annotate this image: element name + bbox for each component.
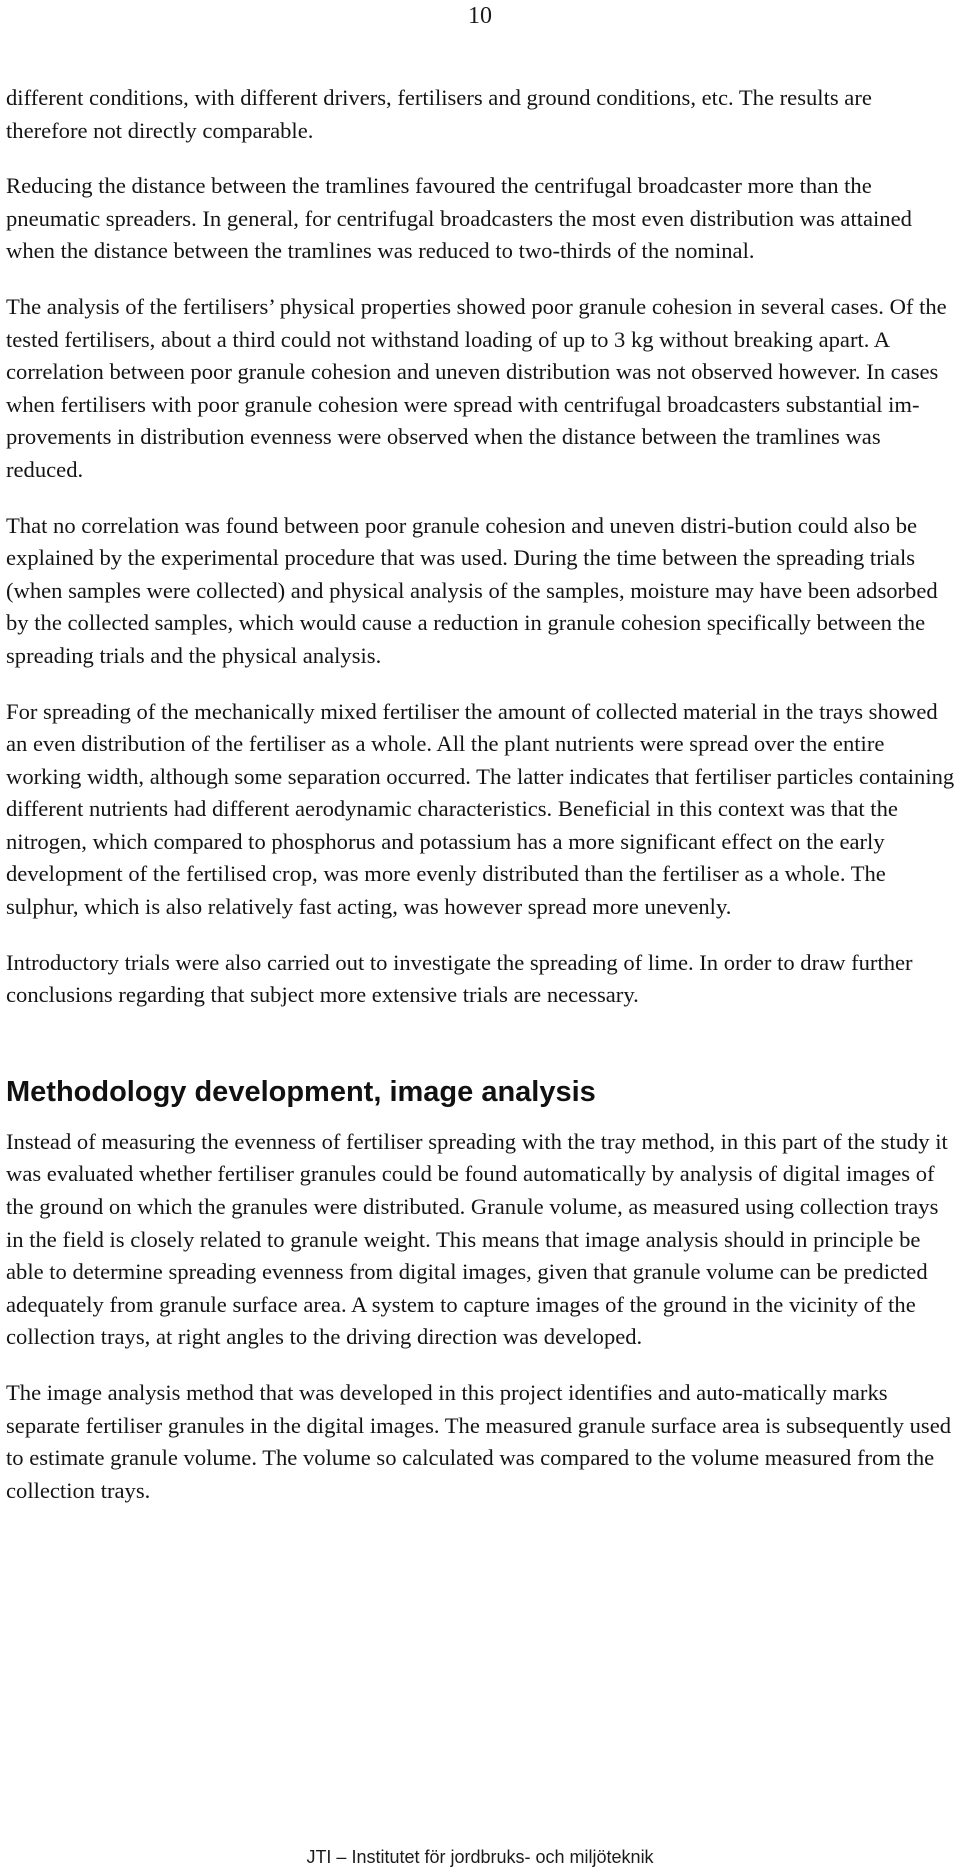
paragraph-3: The analysis of the fertilisers’ physical properties showed poor granule cohesion in several cases. Of the tested fertilisers, about a third could not withstand loading of up to 3 kg without breaking apart. A correlation between poor granule cohesion and uneven distribution was not observed however. In cases when fertilisers with poor granule cohesion were spread with centrifugal broadcasters substantial im-provements in distribution evenness were observed when the distance between the tramlines was reduced.: [6, 293, 947, 482]
paragraph-2: Reducing the distance between the tramlines favoured the centrifugal broadcaster more than the pneumatic spreaders. In general, for centrifugal broadcasters the most even distribution was attained when the distance between the tramlines was reduced to two-thirds of the nominal.: [6, 173, 912, 264]
paragraph-6: Introductory trials were also carried out to investigate the spreading of lime. In order to draw further conclusions regarding that subject more extensive trials are necessary.: [6, 949, 913, 1008]
section-paragraph-1: Instead of measuring the evenness of fertiliser spreading with the tray method, in this part of the study it was evaluated whether fertiliser granules could be found automatically by analysis of digital images of the ground on which the granules were distributed. Granule volume, as measured using collection trays in the field is closely related to granule weight. This means that image analysis should in principle be able to determine spreading evenness from digital images, given that granule volume can be predicted adequately from granule surface area. A system to capture images of the ground in the vicinity of the collection trays, at right angles to the driving direction was developed.: [6, 1128, 948, 1350]
section-paragraph-2: The image analysis method that was developed in this project identifies and auto-matically marks separate fertiliser granules in the digital images. The measured granule surface area is subsequently used to estimate granule volume. The volume so calculated was compared to the volume measured from the collection trays.: [6, 1380, 952, 1503]
page-footer: JTI – Institutet för jordbruks- och miljöteknik: [306, 1847, 654, 1867]
paragraph-4: That no correlation was found between poor granule cohesion and uneven distri-bution could also be explained by the experimental procedure that was used. During the time between the spreading trials (when samples were collected) and physical analysis of the samples, moisture may have been adsorbed by the collected samples, which would cause a reduction in granule cohesion specifically between the spreading trials and the physical analysis.: [6, 512, 938, 668]
paragraph-5: For spreading of the mechanically mixed fertiliser the amount of collected material in the trays showed an even distribution of the fertiliser as a whole. All the plant nutrients were spread over the entire working width, although some separation occurred. The latter indicates that fertiliser particles containing different nutrients had different aerodynamic characteristics. Beneficial in this context was that the nitrogen, which compared to phosphorus and potassium has a more significant effect on the early development of the fertilised crop, was more evenly distributed than the fertiliser as a whole. The sulphur, which is also relatively fast acting, was however spread more unevenly.: [6, 698, 955, 920]
paragraph-1: different conditions, with different drivers, fertilisers and ground conditions, etc. The results are therefore not directly comparable.: [6, 85, 872, 143]
page-number: 10: [468, 3, 492, 29]
section-heading: Methodology development, image analysis: [6, 1075, 596, 1108]
body-text: [6, 82, 958, 1530]
